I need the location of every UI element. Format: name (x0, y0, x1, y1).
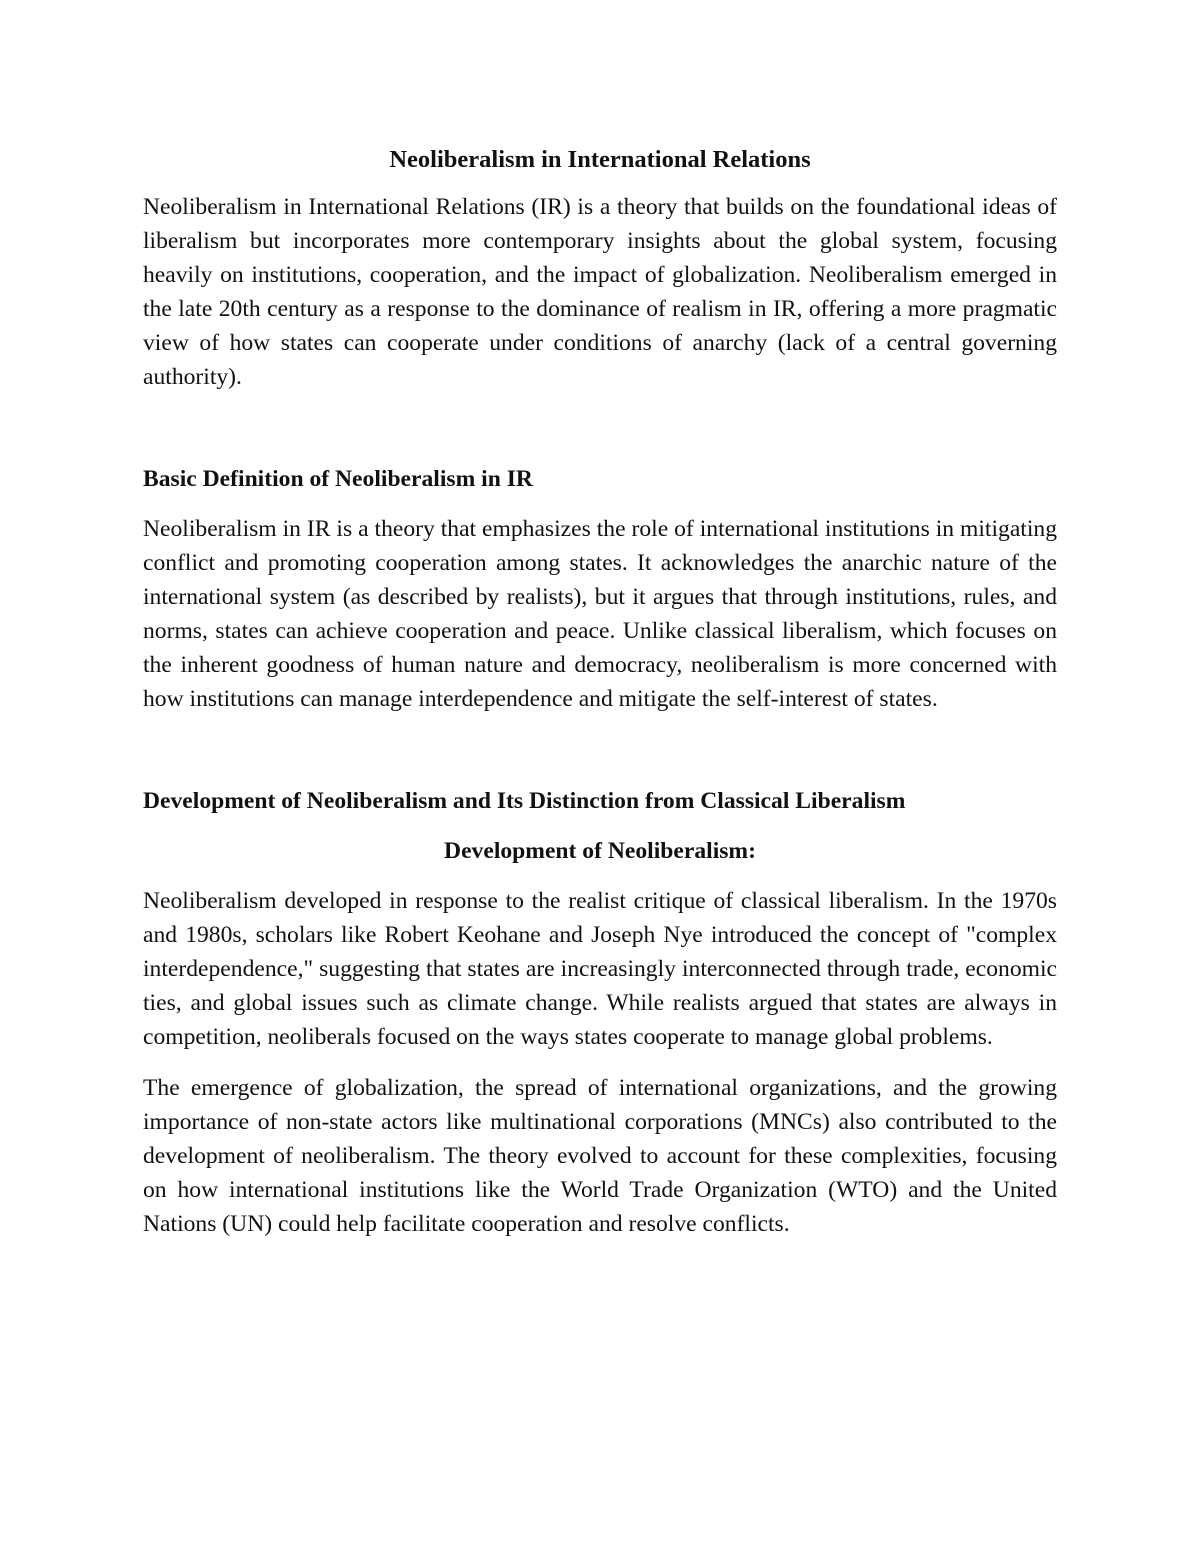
document-title: Neoliberalism in International Relations (389, 146, 811, 173)
section-heading-development: Development of Neoliberalism and Its Distinction from Classical Liberalism (143, 788, 906, 814)
basic-definition-paragraph: Neoliberalism in IR is a theory that emphasizes the role of international institutions in mitigating conflict and promoting cooperation among states. It acknowledges the anarchic nature of the international system (as described by realists), but it argues that through institutions, rules, and norms, states can achieve cooperation and peace. Unlike classical liberalism, which focuses on the inherent goodness of human nature and democracy, neoliberalism is more concerned with how institutions can manage interdependence and mitigate the self-interest of states. (143, 516, 1057, 712)
section-heading-basic-definition: Basic Definition of Neoliberalism in IR (143, 466, 533, 492)
intro-paragraph: Neoliberalism in International Relations (IR) is a theory that builds on the foundational ideas of liberalism but incorporates more contemporary insights about the global system, focusing heavily on institutions, cooperation, and the impact of globalization. Neoliberalism emerged in the late 20th century as a response to the dominance of realism in IR, offering a more pragmatic view of how states can cooperate under conditions of anarchy (lack of a central governing authority). (143, 194, 1057, 390)
document-content (143, 140, 1057, 1241)
subheading-development-of-neoliberalism: Development of Neoliberalism: (444, 838, 756, 864)
development-paragraph-2: The emergence of globalization, the spread of international organizations, and the growing importance of non-state actors like multinational corporations (MNCs) also contributed to the development of neoliberalism. The theory evolved to account for these complexities, focusing on how international institutions like the World Trade Organization (WTO) and the United Nations (UN) could help facilitate cooperation and resolve conflicts. (143, 1075, 1057, 1237)
development-paragraph-1: Neoliberalism developed in response to the realist critique of classical liberalism. In the 1970s and 1980s, scholars like Robert Keohane and Joseph Nye introduced the concept of "complex interdependence," suggesting that states are increasingly interconnected through trade, economic ties, and global issues such as climate change. While realists argued that states are always in competition, neoliberals focused on the ways states cooperate to manage global problems. (143, 888, 1057, 1050)
